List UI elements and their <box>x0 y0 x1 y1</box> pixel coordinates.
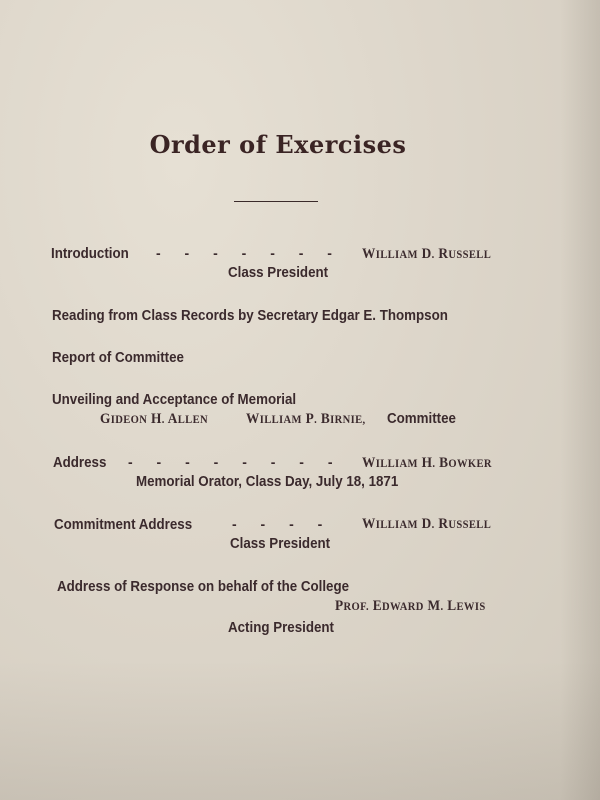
introduction-name: WILLIAM D. RUSSELL <box>362 246 492 262</box>
address-role: Memorial Orator, Class Day, July 18, 1871 <box>136 474 399 490</box>
commitment-label: Commitment Address <box>54 517 193 533</box>
unveiling-item: Unveiling and Acceptance of Memorial <box>52 392 297 408</box>
commitment-dashes <box>232 516 322 532</box>
response-item: Address of Response on behalf of the College <box>57 579 350 595</box>
report-item: Report of Committee <box>52 350 184 366</box>
introduction-dash-leader: - - - - - - - <box>156 245 332 261</box>
address-name: WILLIAM H. BOWKER <box>362 455 492 471</box>
page-title: Order of Exercises <box>149 130 407 159</box>
address-dashes <box>128 454 333 470</box>
introduction-dashes <box>156 245 332 261</box>
committee-label: Committee <box>387 411 456 427</box>
committee-member-allen: GIDEON H. ALLEN <box>100 411 209 427</box>
response-name: PROF. EDWARD M. LEWIS <box>335 598 486 614</box>
reading-item: Reading from Class Records by Secretary Edgar E. Thompson <box>52 308 448 324</box>
response-role: Acting President <box>228 620 335 636</box>
commitment-role: Class President <box>230 536 331 552</box>
commitment-dash-leader: - - - - <box>232 516 323 532</box>
title-divider <box>234 201 318 202</box>
address-dash-leader: - - - - - - - - <box>128 454 333 470</box>
address-label: Address <box>53 455 107 471</box>
commitment-name: WILLIAM D. RUSSELL <box>362 516 492 532</box>
introduction-label: Introduction <box>51 246 129 262</box>
introduction-role: Class President <box>228 265 329 281</box>
paper-shadow-bottom <box>0 660 600 800</box>
committee-member-birnie: WILLIAM P. BIRNIE, <box>246 411 366 427</box>
